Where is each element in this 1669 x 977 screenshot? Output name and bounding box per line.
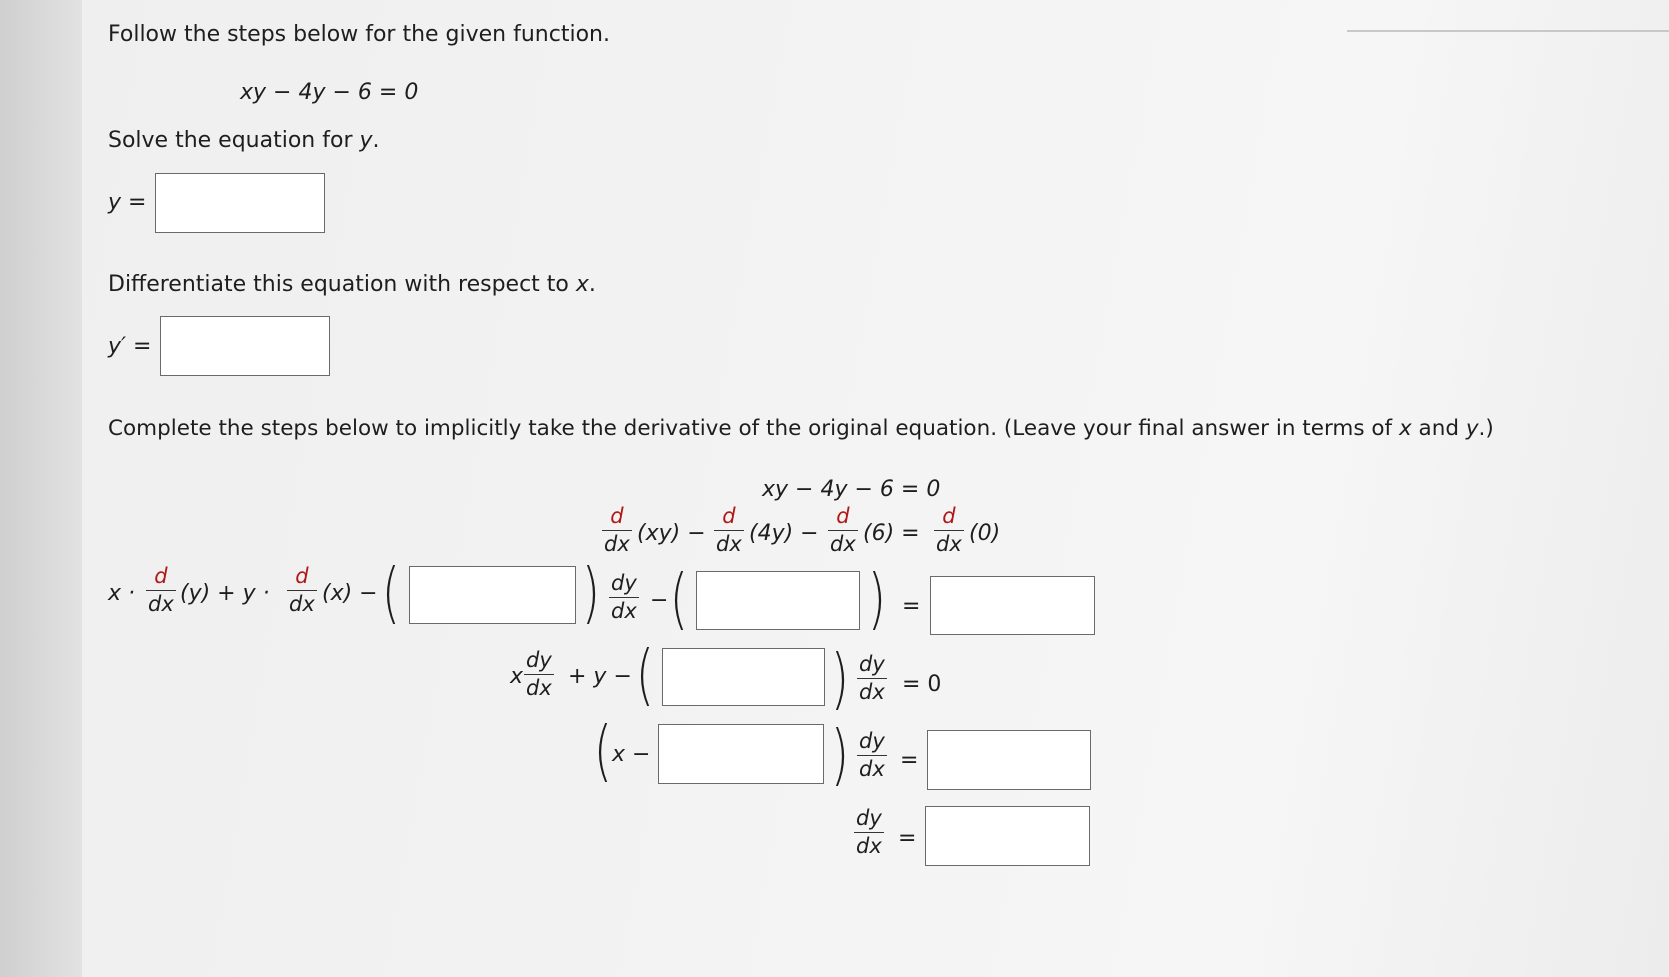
equals-sign: = <box>900 748 919 773</box>
d-dx-fraction: $\frac{d}{dx}$ <box>936 504 962 556</box>
equals-sign: = <box>902 594 921 619</box>
term-input-5[interactable] <box>658 724 824 784</box>
final-answer-input[interactable] <box>925 806 1090 866</box>
step2-lhs: y′ = <box>108 334 152 359</box>
equals-sign: = <box>898 826 917 851</box>
coefficient-input-4[interactable] <box>662 648 825 706</box>
step3-label: Complete the steps below to implicitly take the derivative of the original equation. (Leave your final answer in terms of x and y.) <box>108 416 1494 441</box>
d-dx-fraction: $\frac{d}{dx}$ <box>148 564 174 616</box>
y-prime-answer-input[interactable] <box>160 316 330 376</box>
term-input-2[interactable] <box>696 571 860 630</box>
line2-term2: (4y) − <box>749 521 819 546</box>
line4-equals-zero: = 0 <box>902 672 942 697</box>
intro-text: Follow the steps below for the given function. <box>108 22 610 47</box>
open-paren: ( <box>593 712 612 789</box>
close-paren: ) <box>830 640 849 717</box>
line4-plus-y: + y − <box>568 664 632 689</box>
line3-x: x · <box>108 581 136 606</box>
step1-lhs: y = <box>108 190 147 215</box>
dy-dx-fraction: $\frac{dy}{dx}$ <box>526 648 552 700</box>
minus-sign: − <box>650 588 669 613</box>
dy-dx-fraction: $\frac{dy}{dx}$ <box>859 652 885 704</box>
rhs-input-6[interactable] <box>927 730 1091 790</box>
open-paren: ( <box>381 554 400 631</box>
line5-x-minus: x − <box>612 742 651 767</box>
close-paren: ) <box>830 716 849 793</box>
close-paren: ) <box>867 560 886 637</box>
given-equation: xy − 4y − 6 = 0 <box>240 80 419 105</box>
open-paren: ( <box>635 636 654 713</box>
d-dx-fraction: $\frac{d}{dx}$ <box>604 504 630 556</box>
dy-dx-fraction: $\frac{dy}{dx}$ <box>611 571 637 623</box>
derivation-line1: xy − 4y − 6 = 0 <box>762 477 941 502</box>
line2-term4: (0) <box>969 521 1001 546</box>
close-paren: ) <box>581 554 600 631</box>
line2-term3: (6) = <box>863 521 920 546</box>
line2-term1: (xy) − <box>637 521 706 546</box>
line4-x: x <box>510 664 524 689</box>
d-dx-fraction: $\frac{d}{dx}$ <box>716 504 742 556</box>
dy-dx-fraction: $\frac{dy}{dx}$ <box>859 729 885 781</box>
d-dx-fraction: $\frac{d}{dx}$ <box>289 564 315 616</box>
open-paren: ( <box>669 560 688 637</box>
step2-label: Differentiate this equation with respect to x. <box>108 272 596 297</box>
left-margin <box>0 0 82 977</box>
step1-label: Solve the equation for y. <box>108 128 380 153</box>
dy-dx-fraction: $\frac{dy}{dx}$ <box>856 806 882 858</box>
d-dx-fraction: $\frac{d}{dx}$ <box>830 504 856 556</box>
divider <box>1347 30 1669 32</box>
coefficient-input-1[interactable] <box>409 566 576 624</box>
question-page <box>82 0 1669 977</box>
rhs-input-3[interactable] <box>930 576 1095 635</box>
y-answer-input[interactable] <box>155 173 325 233</box>
line3-x-term: (x) − <box>322 581 378 606</box>
line3-y-term: (y) + y · <box>180 581 270 606</box>
